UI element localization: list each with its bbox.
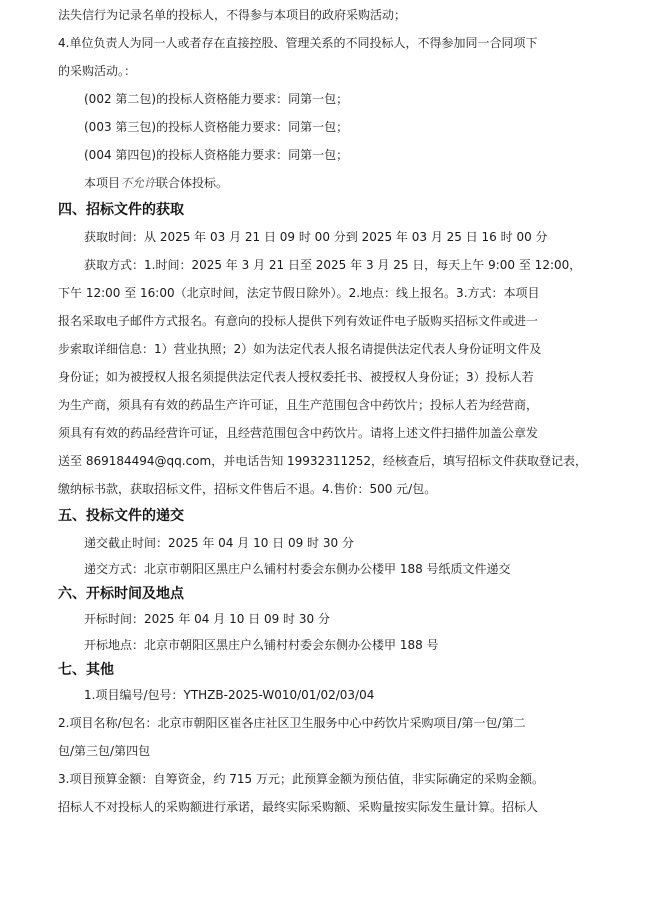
opening-place: 开标地点：北京市朝阳区黑庄户么铺村村委会东侧办公楼甲 188 号	[84, 638, 439, 652]
section-6-heading: 六、开标时间及地点	[58, 586, 184, 602]
acquisition-method-line: 身份证；如为被授权人报名须提供法定代表人授权委托书、被授权人身份证；3）投标人若	[58, 370, 534, 384]
acquisition-method	[58, 258, 633, 497]
package-3-requirement: (003 第三包)的投标人资格能力要求：同第一包；	[84, 120, 349, 134]
acquisition-method-line: 缴纳标书款，获取招标文件，招标文件售后不退。4.售价：500 元/包。	[58, 482, 437, 496]
other-item-2b: 包/第三包/第四包	[58, 744, 151, 758]
section-5-heading: 五、投标文件的递交	[58, 508, 184, 524]
acquisition-method-line: 下午 12:00 至 16:00（北京时间，法定节假日除外）。2.地点：线上报名。3.方式：本项目	[58, 286, 540, 300]
acquisition-method-line: 送至 869184494@qq.com，并电话告知 19932311252，经核查后，填写招标文件获取登记表，	[58, 454, 588, 468]
submission-method: 递交方式：北京市朝阳区黑庄户么铺村村委会东侧办公楼甲 188 号纸质文件递交	[84, 562, 511, 576]
package-2-requirement: (002 第二包)的投标人资格能力要求：同第一包；	[84, 92, 349, 106]
acquisition-method-line: 须具有有效的药品经营许可证，且经营范围包含中药饮片。请将上述文件扫描件加盖公章发	[58, 426, 539, 440]
section-4-heading: 四、招标文件的获取	[58, 202, 184, 218]
intro-line-2a: 4.单位负责人为同一人或者存在直接控股、管理关系的不同投标人，不得参加同一合同项下	[58, 36, 538, 50]
section-7-heading: 七、其他	[58, 662, 114, 678]
consortium-note	[58, 176, 633, 191]
other-item-1: 1.项目编号/包号：YTHZB-2025-W010/01/02/03/04	[84, 688, 375, 702]
acquisition-method-line: 为生产商，须具有有效的药品生产许可证，且生产范围包含中药饮片；投标人若为经营商，	[58, 398, 539, 412]
consortium-suffix: 联合体投标。	[156, 176, 229, 190]
acquisition-time: 获取时间：从 2025 年 03 月 21 日 09 时 00 分到 2025 年 03 月 25 日 16 时 00 分	[84, 230, 548, 244]
acquisition-method-line: 获取方式：1.时间：2025 年 3 月 21 日至 2025 年 3 月 25 日，每天上午 9:00 至 12:00，	[84, 258, 582, 272]
acquisition-method-line: 报名采取电子邮件方式报名。有意向的投标人提供下列有效证件电子版购买招标文件或进一	[58, 314, 539, 328]
other-item-2a: 2.项目名称/包名：北京市朝阳区崔各庄社区卫生服务中心中药饮片采购项目/第一包/第二	[58, 716, 526, 730]
intro-line-2b: 的采购活动。：	[58, 64, 137, 78]
package-4-requirement: (004 第四包)的投标人资格能力要求：同第一包；	[84, 148, 349, 162]
consortium-prefix: 本项目	[84, 176, 121, 190]
submission-deadline: 递交截止时间：2025 年 04 月 10 日 09 时 30 分	[84, 536, 354, 550]
other-item-3a: 3.项目预算金额：自筹资金，约 715 万元；此预算金额为预估值，非实际确定的采购金额。	[58, 772, 544, 786]
opening-time: 开标时间：2025 年 04 月 10 日 09 时 30 分	[84, 612, 330, 626]
acquisition-method-line: 步索取详细信息：1）营业执照；2）如为法定代表人报名请提供法定代表人身份证明文件及	[58, 342, 542, 356]
intro-line-1: 法失信行为记录名单的投标人，不得参与本项目的政府采购活动；	[58, 8, 407, 22]
consortium-emphasis: 不允许	[120, 176, 157, 190]
other-item-3b: 招标人不对投标人的采购额进行承诺，最终实际采购额、采购量按实际发生量计算。招标人	[58, 800, 539, 814]
